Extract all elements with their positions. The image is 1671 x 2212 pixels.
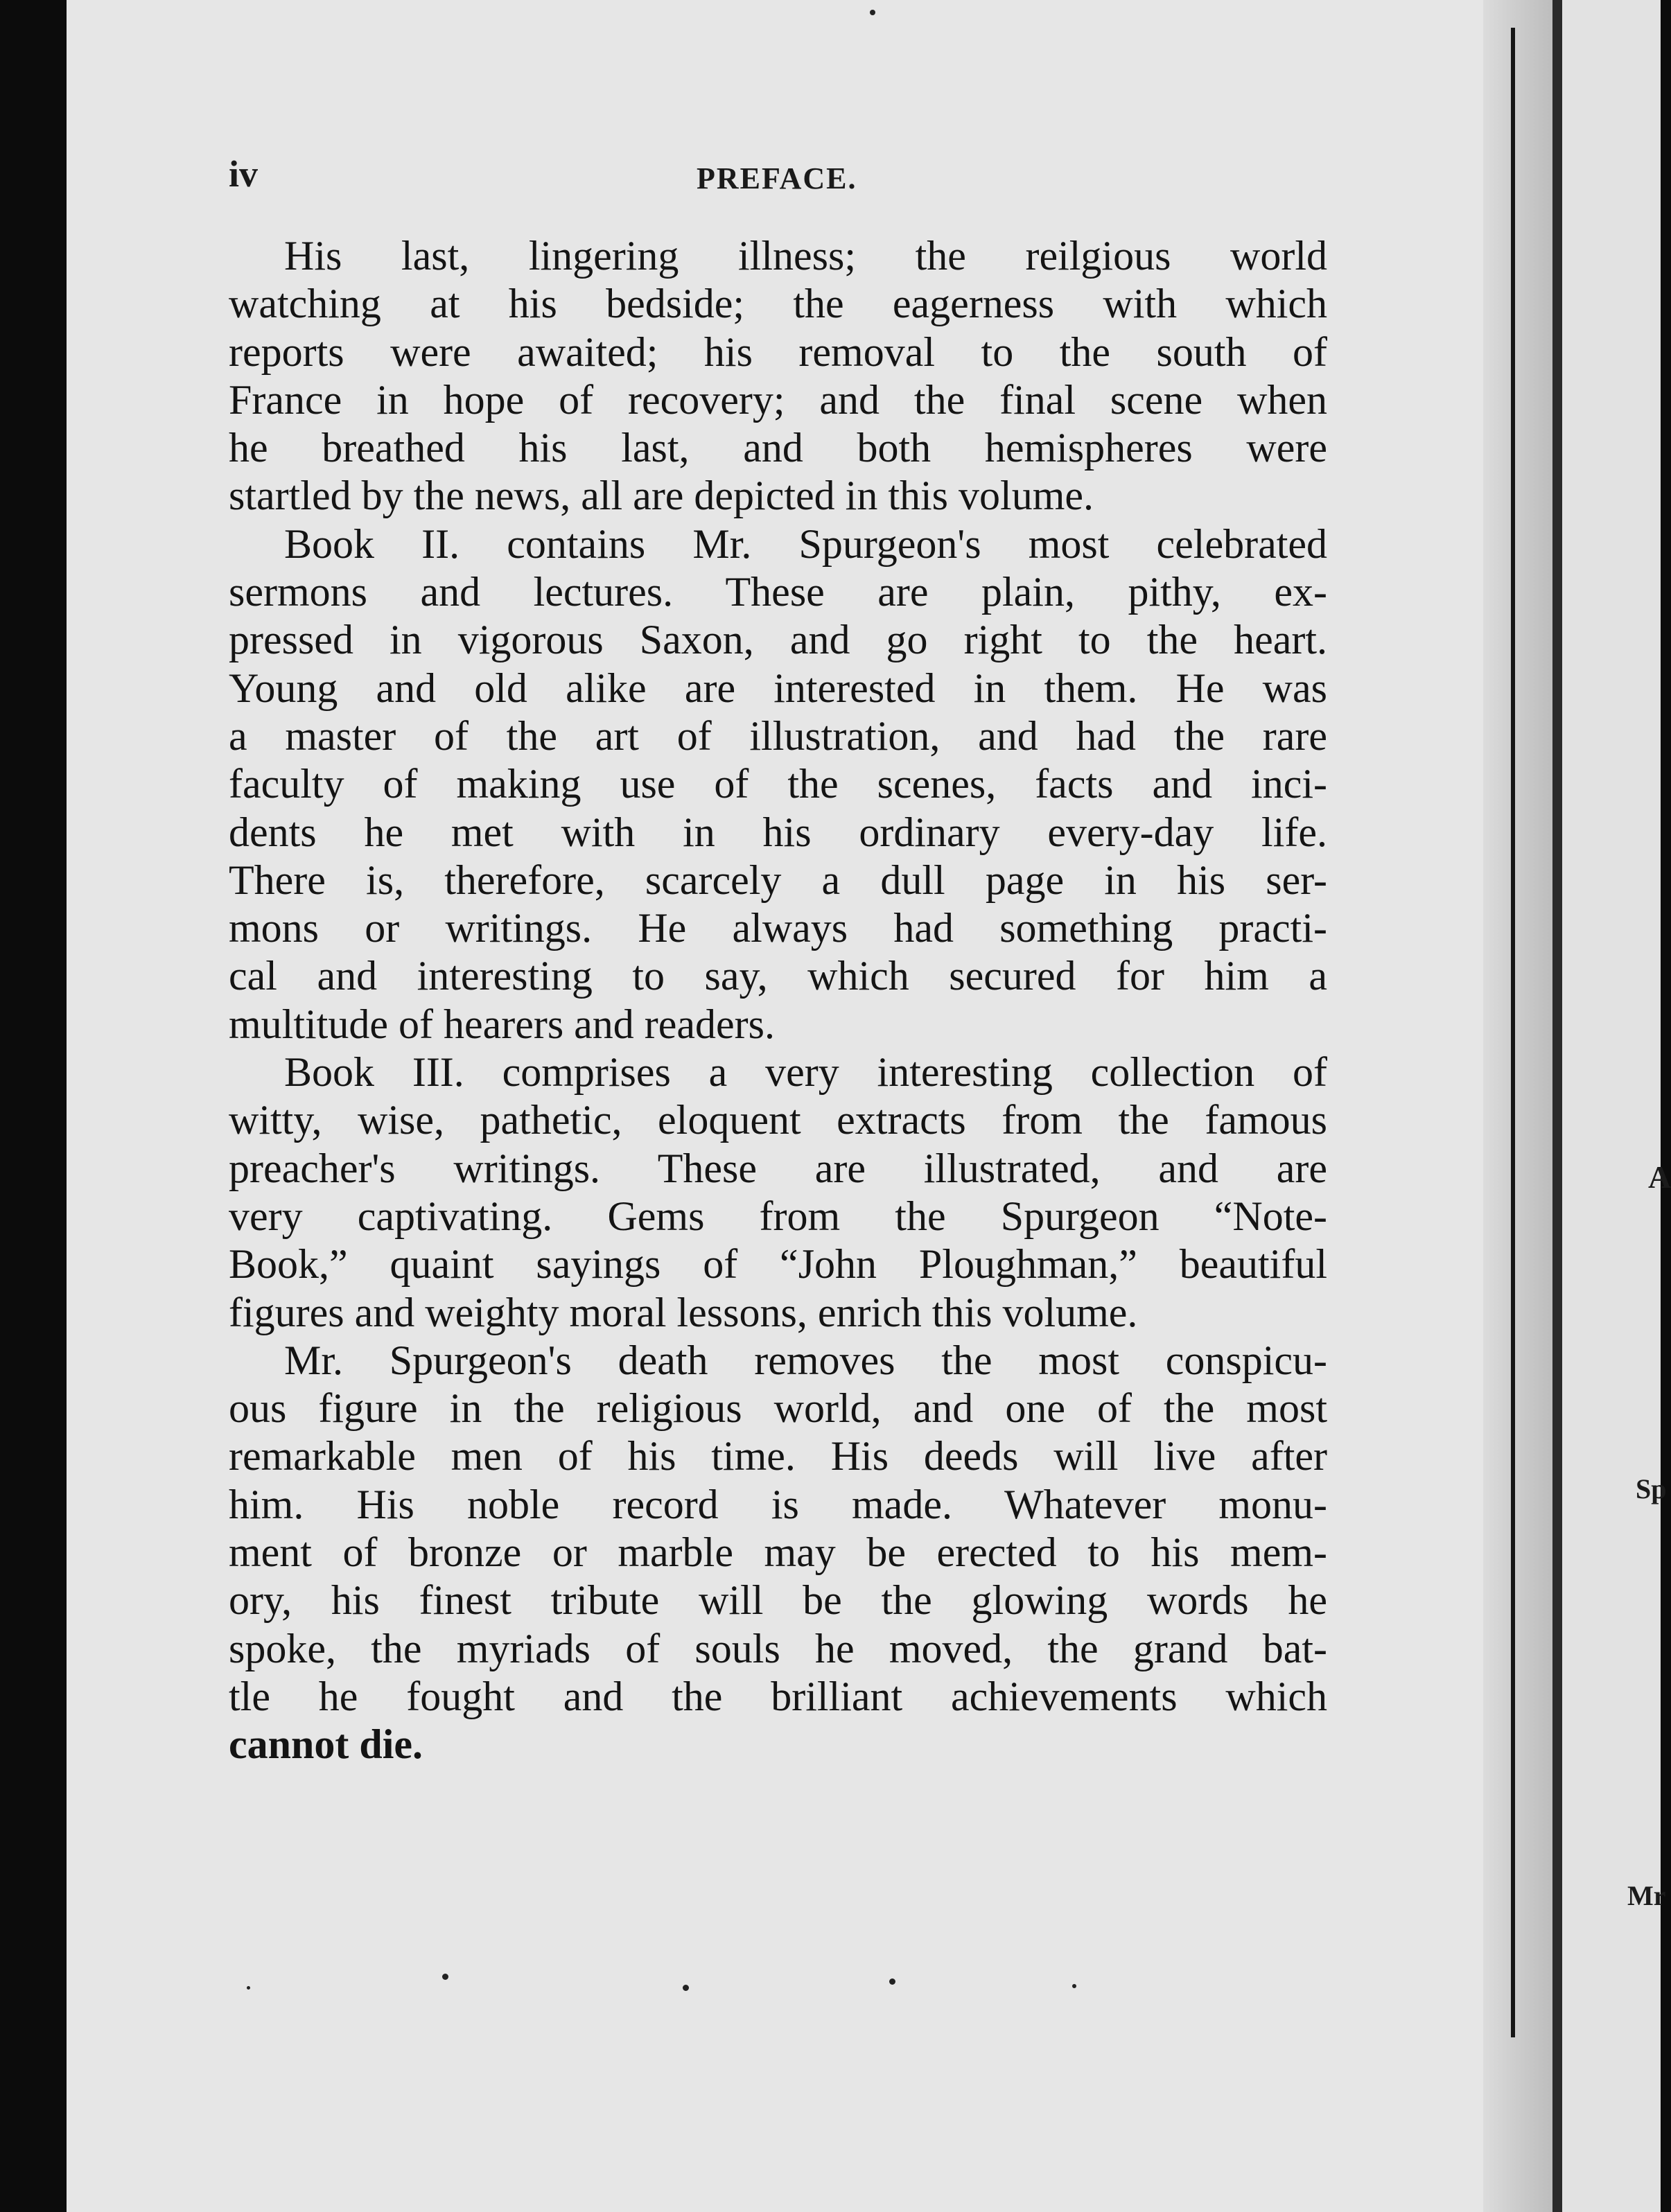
text-line: pressed in vigorous Saxon, and go right to the heart. — [229, 617, 1327, 663]
scan-speck — [1072, 1984, 1076, 1988]
text-line: very captivating. Gems from the Spurgeon “Note- — [229, 1193, 1327, 1239]
text-line: His last, lingering illness; the reilgious world — [284, 233, 1327, 279]
text-line: him. His noble record is made. Whatever monu- — [229, 1481, 1327, 1527]
text-line: reports were awaited; his removal to the south of — [229, 328, 1327, 375]
scan-speck — [870, 10, 875, 15]
text-line: Book,” quaint sayings of “John Ploughman,” beautiful — [229, 1241, 1327, 1288]
text-line: faculty of making use of the scenes, facts and inci- — [229, 761, 1327, 807]
text-line: Book II. contains Mr. Spurgeon's most celebrated — [284, 520, 1327, 567]
text-line: cannot die. — [229, 1721, 423, 1768]
text-line: Book III. comprises a very interesting collection of — [284, 1049, 1327, 1096]
adjacent-fragment-2: Sp — [1636, 1473, 1667, 1504]
text-line: he breathed his last, and both hemispheres were — [229, 425, 1327, 471]
adjacent-fragment-1: A — [1648, 1159, 1671, 1195]
text-line: preacher's writings. These are illustrated, and are — [229, 1145, 1327, 1191]
text-line: sermons and lectures. These are plain, pithy, ex- — [229, 569, 1327, 615]
book-gutter — [1483, 0, 1552, 2212]
text-line: tle he fought and the brilliant achievements which — [229, 1673, 1327, 1719]
running-head: PREFACE. — [697, 161, 857, 195]
text-line: multitude of hearers and readers. — [229, 1001, 775, 1047]
text-line: startled by the news, all are depicted in this volume. — [229, 473, 1094, 519]
text-line: cal and interesting to say, which secured for him a — [229, 953, 1327, 999]
text-line: a master of the art of illustration, and had the rare — [229, 712, 1327, 759]
scan-speck — [247, 1986, 250, 1990]
adjacent-page-edge — [1552, 0, 1562, 2212]
scan-speck — [889, 1978, 895, 1985]
text-line: ment of bronze or marble may be erected to his mem- — [229, 1529, 1327, 1576]
text-line: remarkable men of his time. His deeds will live after — [229, 1433, 1327, 1480]
scan-speck — [683, 1985, 689, 1991]
paragraph — [229, 520, 1327, 1048]
adjacent-page — [1552, 0, 1671, 2212]
text-line: watching at his bedside; the eagerness with which — [229, 281, 1327, 327]
adjacent-fragment-3: Mr — [1627, 1880, 1666, 1911]
text-line: ous figure in the religious world, and one of the most — [229, 1385, 1327, 1432]
text-line: dents he met with in his ordinary every-day life. — [229, 809, 1327, 855]
paragraph — [229, 1337, 1327, 1769]
binding-shadow — [1511, 28, 1515, 2037]
text-line: spoke, the myriads of souls he moved, the grand bat- — [229, 1625, 1327, 1671]
paragraph — [229, 232, 1327, 520]
body-text — [229, 232, 1327, 1769]
text-line: figures and weighty moral lessons, enrich this volume. — [229, 1289, 1138, 1335]
page-number: iv — [229, 153, 259, 195]
text-line: Young and old alike are interested in them. He was — [229, 665, 1327, 711]
text-line: ory, his finest tribute will be the glowing words he — [229, 1577, 1327, 1624]
text-line: There is, therefore, scarcely a dull page in his ser- — [229, 857, 1327, 903]
text-line: Mr. Spurgeon's death removes the most conspicu- — [284, 1337, 1327, 1383]
paragraph — [229, 1048, 1327, 1337]
scan-speck — [442, 1974, 448, 1980]
text-line: witty, wise, pathetic, eloquent extracts from the famous — [229, 1097, 1327, 1143]
text-line: mons or writings. He always had something practi- — [229, 905, 1327, 951]
text-line: France in hope of recovery; and the final scene when — [229, 376, 1327, 423]
